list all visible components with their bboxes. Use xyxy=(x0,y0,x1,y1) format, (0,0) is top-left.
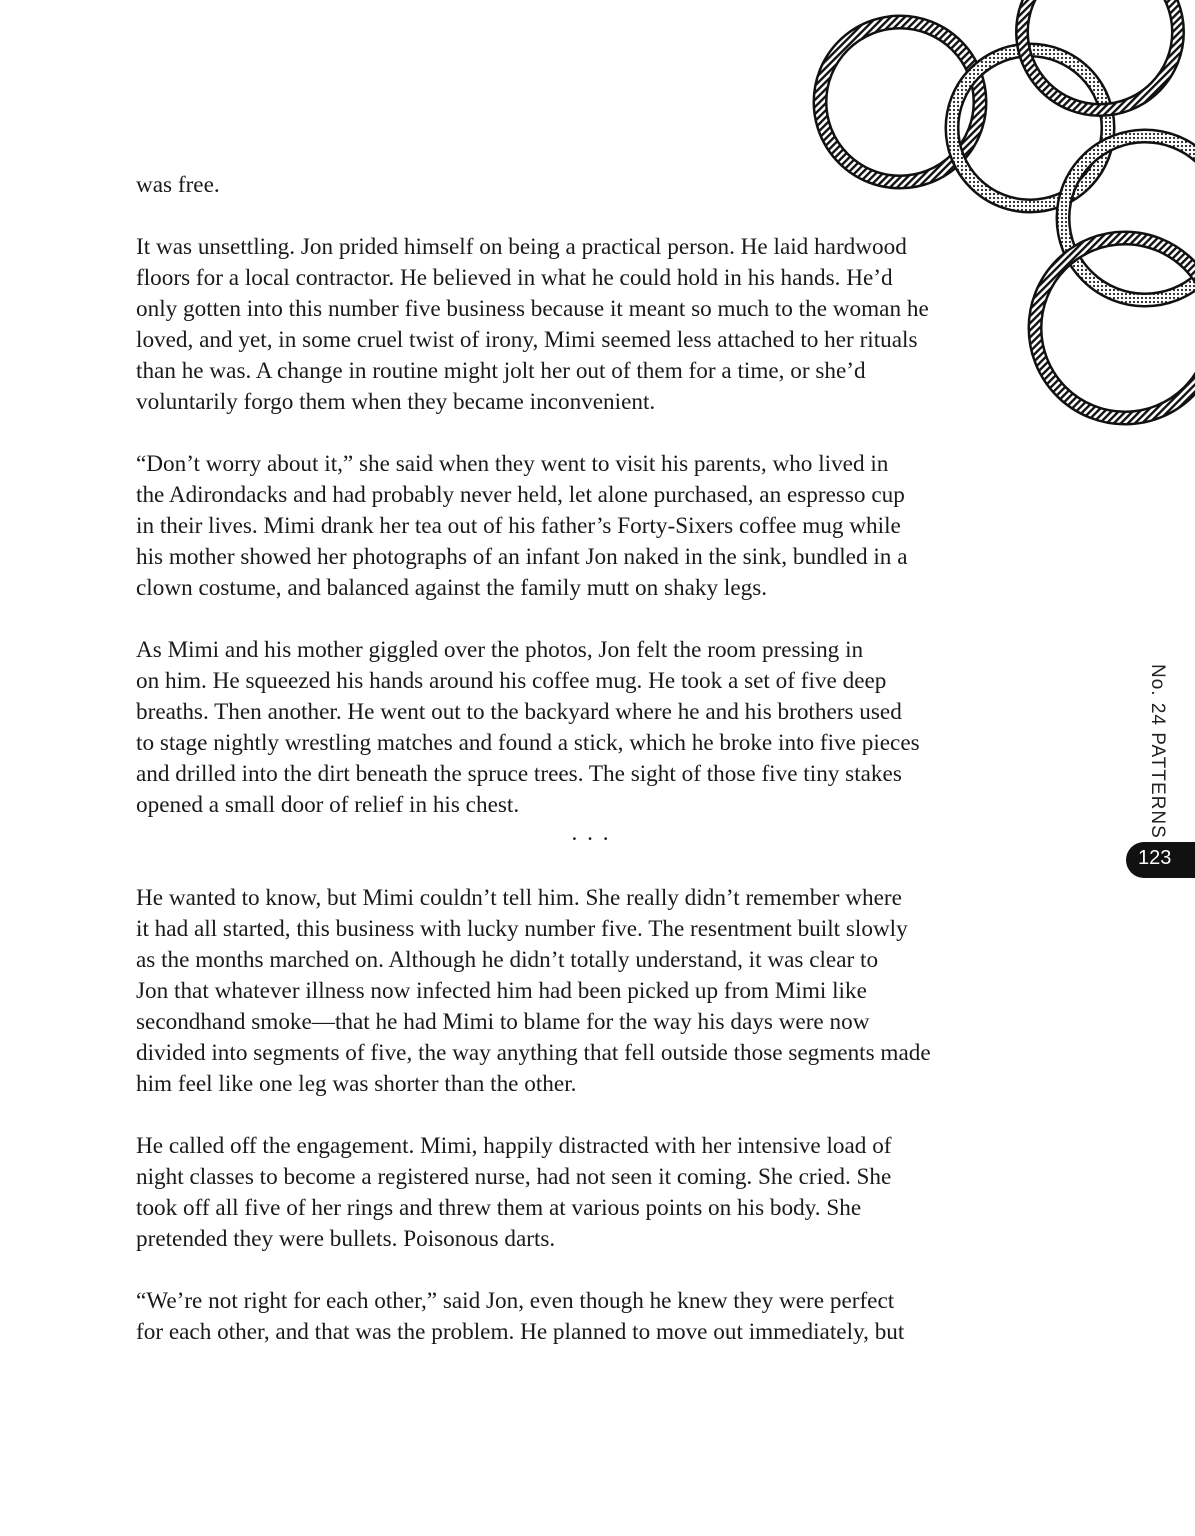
ring-4 xyxy=(1063,136,1195,300)
paragraph: He wanted to know, but Mimi couldn’t tell him. She really didn’t remember where it had all started, this business with lucky number five. The resentment built slowly as the months marched on. Although he didn’t totally understand, it was clear to Jon that whatever illness now infected him had been picked up from Mimi like secondhand smoke—that he had Mimi to blame for the way his days were now divided into segments of five, the way anything that fell outside those segments made him feel like one leg was shorter than the other. xyxy=(136,885,931,1097)
ring-5 xyxy=(1035,238,1195,418)
running-head: No. 24 PATTERNS xyxy=(1147,664,1168,839)
paragraph: “Don’t worry about it,” she said when they went to visit his parents, who lived in the Adirondacks and had probably never held, let alone purchased, an espresso cup in their lives. Mimi drank her tea out of his father’s Forty-Sixers coffee mug while his mother showed her photographs of an infant Jon naked in the sink, bundled in a clown costume, and balanced against the family mutt on shaky legs. xyxy=(136,451,908,601)
paragraph: “We’re not right for each other,” said Jon, even though he knew they were perfect for each other, and that was the problem. He planned to move out immediately, but xyxy=(136,1288,905,1345)
page-number: 123 xyxy=(1138,847,1172,869)
section-separator: . . . xyxy=(571,820,611,846)
paragraph: was free. xyxy=(136,172,220,198)
paragraph: It was unsettling. Jon prided himself on being a practical person. He laid hardwood floors for a local contractor. He believed in what he could hold in his hands. He’d only gotten into this number five business because it meant so much to the woman he loved, and yet, in some cruel twist of irony, Mimi seemed less attached to her rituals than he was. A change in routine might jolt her out of them for a time, or she’d voluntarily forgo them when they became inconvenient. xyxy=(136,234,929,415)
paragraph: He called off the engagement. Mimi, happily distracted with her intensive load of night classes to become a registered nurse, had not seen it coming. She cried. She took off all five of her rings and threw them at various points on his body. She pretended they were bullets. Poisonous darts. xyxy=(136,1133,892,1252)
paragraph: As Mimi and his mother giggled over the photos, Jon felt the room pressing in on him. He squeezed his hands around his coffee mug. He took a set of five deep breaths. Then another. He went out to the backyard where he and his brothers used to stage nightly wrestling matches and found a stick, which he broke into five pieces and drilled into the dirt beneath the spruce trees. The sight of those five tiny stakes opened a small door of relief in his chest. xyxy=(136,637,920,818)
page-number-tab xyxy=(1126,842,1195,878)
body-text xyxy=(136,170,1016,1379)
